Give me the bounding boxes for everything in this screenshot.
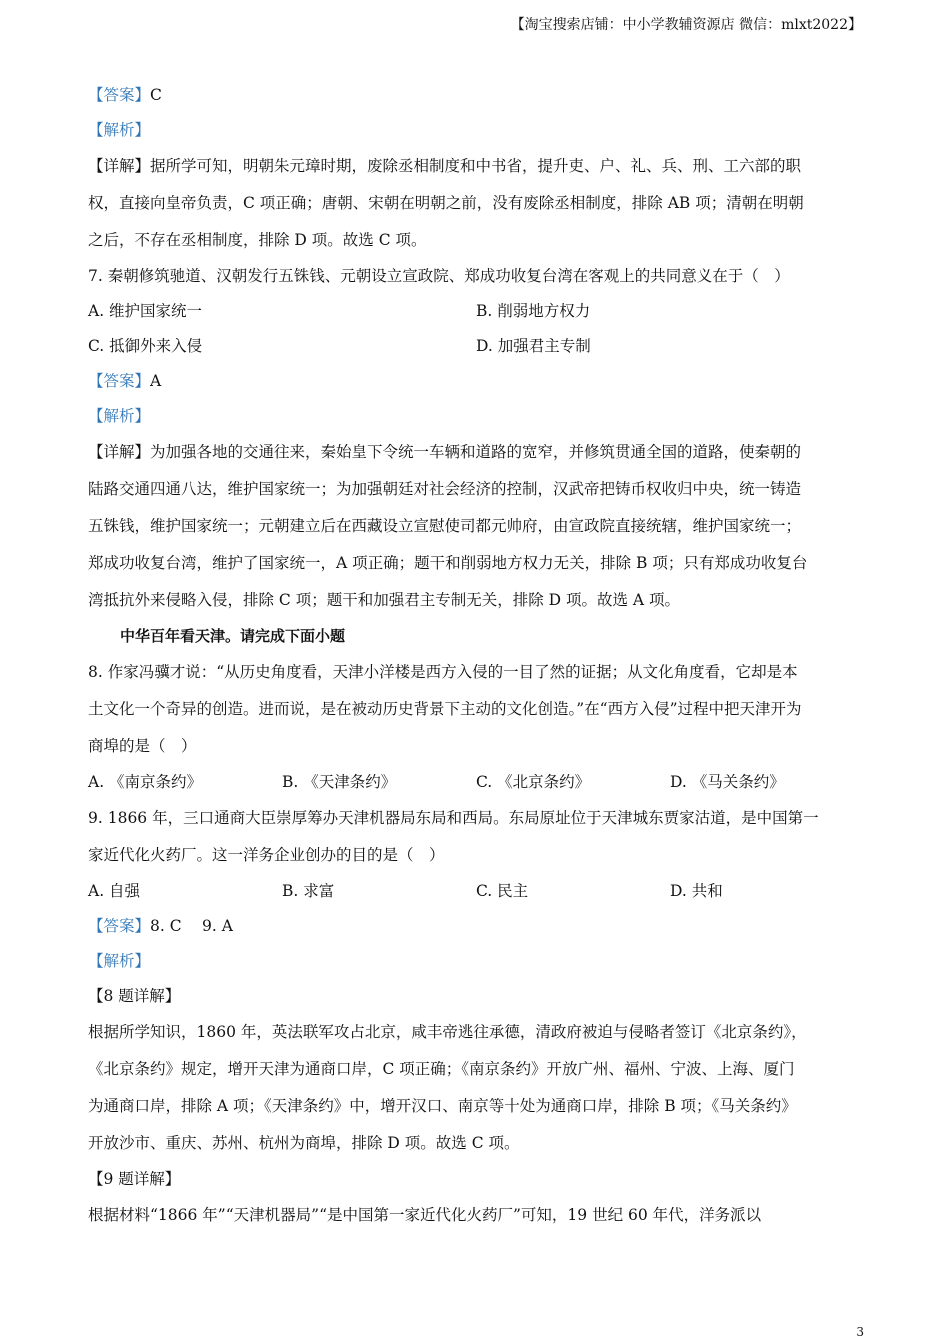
q9-option-d: D. 共和: [670, 882, 723, 900]
answer-tag: 【答案】: [88, 86, 151, 104]
q9-option-b: B. 求富: [282, 882, 335, 900]
text-line: 8. 作家冯骥才说：“从历史角度看，天津小洋楼是西方入侵的一目了然的证据；从文化角度看，它却是本: [88, 663, 798, 681]
text-line: 郑成功收复台湾，维护了国家统一，A 项正确；题干和削弱地方权力无关，排除 B 项；只有郑成功收复台: [88, 554, 808, 572]
text-line: 五铢钱，维护国家统一；元朝建立后在西藏设立宣慰使司都元帅府，由宣政院直接统辖，维护国家统一；: [88, 517, 802, 535]
text-line: 权，直接向皇帝负责，C 项正确；唐朝、宋朝在明朝之前，没有废除丞相制度，排除 AB 项；清朝在明朝: [88, 194, 804, 212]
q8-detail-heading: 【8 题详解】: [88, 987, 181, 1005]
answer-value: 8. C 9. A: [150, 917, 233, 935]
text-line: 9. 1866 年，三口通商大臣崇厚筹办天津机器局东局和西局。东局原址位于天津城东贾家沽道，是中国第一: [88, 809, 819, 827]
q7-stem: 7. 秦朝修筑驰道、汉朝发行五铢钱、元朝设立宣政院、郑成功收复台湾在客观上的共同意义在于（ ）: [88, 267, 790, 285]
q6-answer: [88, 78, 864, 113]
q9-detail-heading: 【9 题详解】: [88, 1170, 181, 1188]
text-line: 根据所学知识，1860 年，英法联军攻占北京，咸丰帝逃往承德，清政府被迫与侵略者签订《北京条约》，: [88, 1023, 807, 1041]
q7-option-c: C. 抵御外来入侵: [88, 337, 203, 355]
q8-option-b: B. 《天津条约》: [282, 773, 397, 791]
text-line: 开放沙市、重庆、苏州、杭州为商埠，排除 D 项。故选 C 项。: [88, 1134, 520, 1152]
q8-q9-answer: [88, 909, 864, 944]
page-number: 3: [856, 1325, 864, 1339]
q8-options: [88, 765, 864, 800]
q8-detail: [88, 1014, 864, 1162]
q9-option-c: C. 民主: [476, 882, 529, 900]
q7-option-a: A. 维护国家统一: [88, 302, 203, 320]
q7-option-d: D. 加强君主专制: [476, 337, 591, 355]
q7-options-row-2: [88, 329, 864, 364]
q9-stem: [88, 800, 864, 874]
question-group-heading: 中华百年看天津。请完成下面小题: [120, 627, 346, 645]
text-line: 家近代化火药厂。这一洋务企业创办的目的是（ ）: [88, 846, 445, 864]
q9-detail: [88, 1197, 864, 1234]
text-line: 土文化一个奇异的创造。进而说，是在被动历史背景下主动的文化创造。”在“西方入侵”过程中把天津开为: [88, 700, 802, 718]
q7-analysis-tag: 【解析】: [88, 407, 151, 425]
answer-tag: 【答案】: [88, 372, 151, 390]
q7-detail: [88, 434, 864, 619]
q6-analysis-tag: 【解析】: [88, 121, 151, 139]
q9-options: [88, 874, 864, 909]
document-body: [88, 78, 864, 1234]
q8-option-c: C. 《北京条约》: [476, 773, 591, 791]
text-line: 根据材料“1866 年”“天津机器局”“是中国第一家近代化火药厂”可知，19 世纪 60 年代，洋务派以: [88, 1206, 762, 1224]
q8-option-d: D. 《马关条约》: [670, 773, 785, 791]
text-line: 湾抵抗外来侵略入侵，排除 C 项；题干和加强君主专制无关，排除 D 项。故选 A 项。: [88, 591, 681, 609]
text-line: 为通商口岸，排除 A 项；《天津条约》中，增开汉口、南京等十处为通商口岸，排除 B 项；《马关条约》: [88, 1097, 797, 1115]
answer-tag: 【答案】: [88, 917, 151, 935]
text-line: 《北京条约》规定，增开天津为通商口岸，C 项正确；《南京条约》开放广州、福州、宁波、上海、厦门: [88, 1060, 795, 1078]
q8-option-a: A. 《南京条约》: [88, 773, 203, 791]
q7-option-b: B. 削弱地方权力: [476, 302, 591, 320]
text-line: 之后，不存在丞相制度，排除 D 项。故选 C 项。: [88, 231, 427, 249]
text-line: 【详解】据所学可知，明朝朱元璋时期，废除丞相制度和中书省，提升吏、户、礼、兵、刑、工六部的职: [88, 157, 802, 175]
q9-option-a: A. 自强: [88, 882, 141, 900]
text-line: 陆路交通四通八达，维护国家统一；为加强朝廷对社会经济的控制，汉武帝把铸币权收归中央，统一铸造: [88, 480, 802, 498]
text-line: 商埠的是（ ）: [88, 737, 197, 755]
q7-options-row-1: [88, 294, 864, 329]
page-header-watermark: 【淘宝搜索店铺：中小学教辅资源店 微信：mlxt2022】: [510, 17, 862, 33]
answer-value: A: [150, 372, 162, 390]
q6-detail: [88, 148, 864, 259]
text-line: 【详解】为加强各地的交通往来，秦始皇下令统一车辆和道路的宽窄，并修筑贯通全国的道路，使秦朝的: [88, 443, 802, 461]
answer-value: C: [150, 86, 162, 104]
q7-answer: [88, 364, 864, 399]
q8-q9-analysis-tag: 【解析】: [88, 952, 151, 970]
q8-stem: [88, 654, 864, 765]
